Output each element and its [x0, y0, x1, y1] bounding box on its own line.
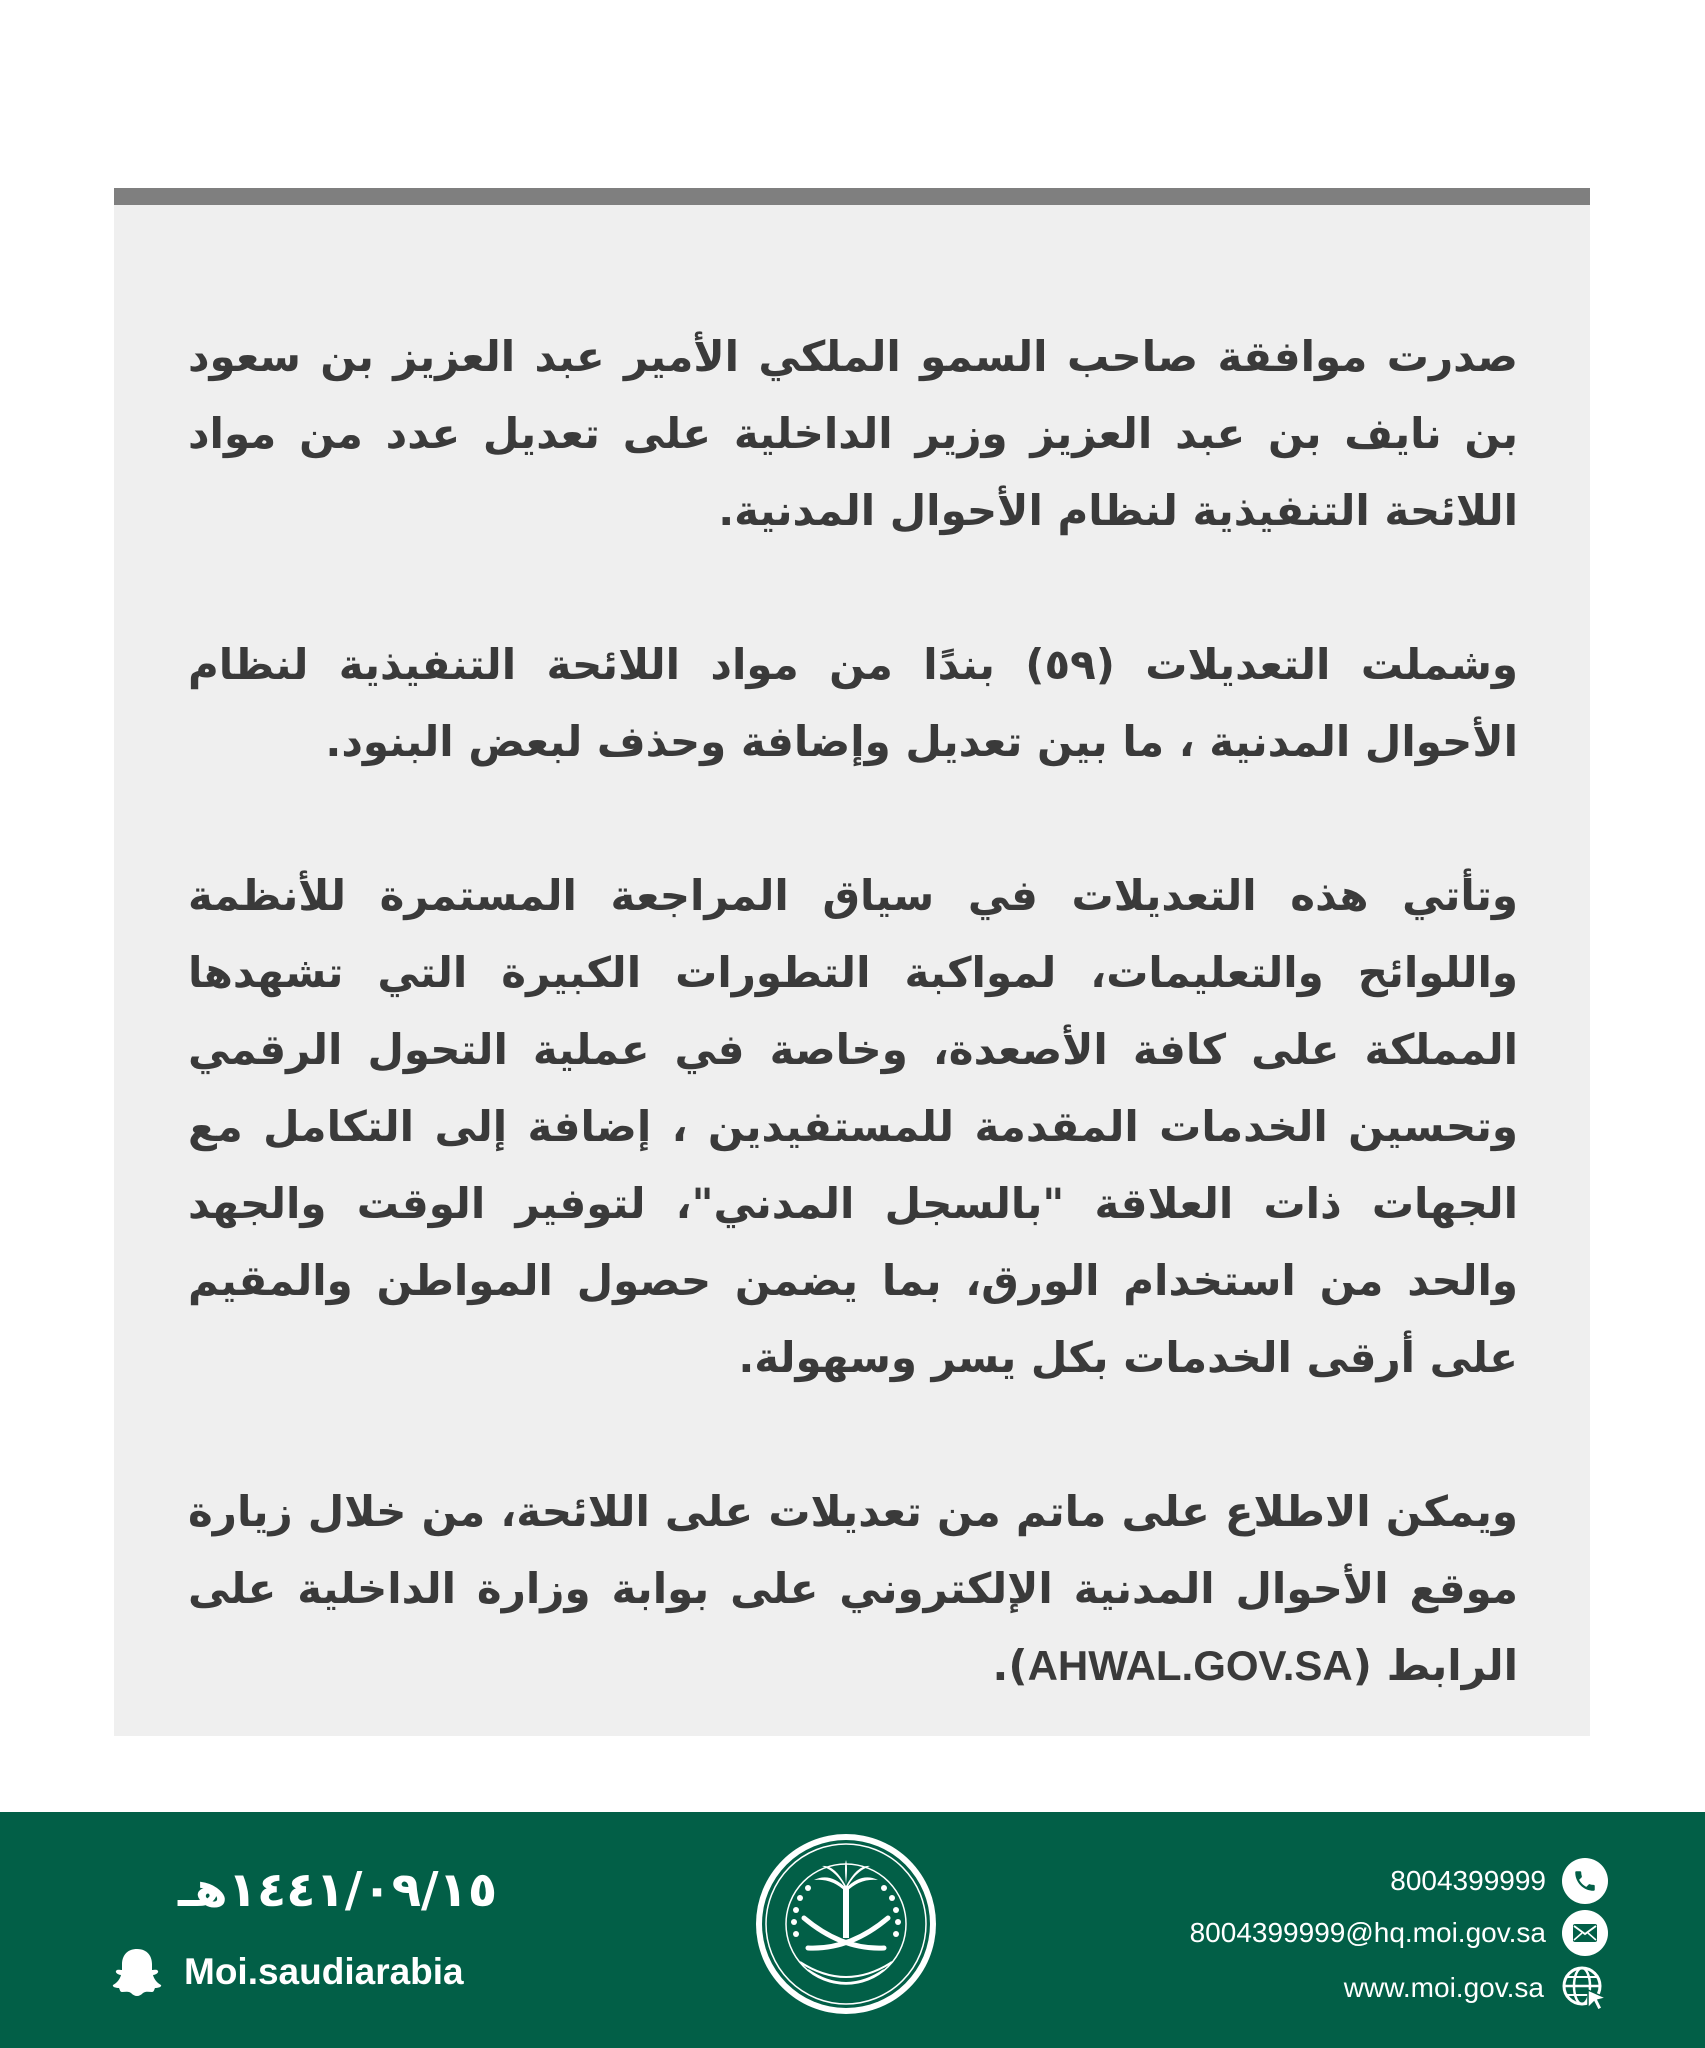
- card-top-bar: [114, 188, 1590, 205]
- hijri-date: ١٤٤١/٠٩/١٥هـ: [178, 1862, 498, 1918]
- snapchat-icon: [112, 1946, 162, 1998]
- paragraph-4: [188, 1473, 1518, 1704]
- website-url: www.moi.gov.sa: [1343, 1972, 1544, 2003]
- paragraph-4-open: (: [1352, 1641, 1372, 1690]
- globe-cursor-icon: [1560, 1964, 1608, 2012]
- moi-emblem-icon: [752, 1830, 940, 2018]
- phone-number: 8004399999: [1390, 1865, 1546, 1896]
- ahwal-link[interactable]: AHWAL.GOV.SA: [1027, 1642, 1353, 1689]
- paragraph-1: صدرت موافقة صاحب السمو الملكي الأمير عبد العزيز بن سعود بن نايف بن عبد العزيز وزير الداخلية على تعديل عدد من مواد اللائحة التنفيذية لنظام الأحوال المدنية.: [188, 332, 1518, 535]
- contact-email[interactable]: [1190, 1910, 1608, 1956]
- email-icon: [1562, 1910, 1608, 1956]
- social-handle-text: Moi.saudiarabia: [184, 1951, 464, 1992]
- contact-phone[interactable]: [1390, 1858, 1608, 1904]
- social-handle-row[interactable]: [112, 1946, 464, 1998]
- email-address: 8004399999@hq.moi.gov.sa: [1189, 1917, 1546, 1948]
- phone-icon: [1562, 1858, 1608, 1904]
- announcement-body: [188, 318, 1518, 1704]
- footer: [0, 1812, 1705, 2048]
- paragraph-2: وشملت التعديلات (٥٩) بندًا من مواد اللائحة التنفيذية لنظام الأحوال المدنية ، ما بين تعديل وإضافة وحذف لبعض البنود.: [188, 640, 1518, 766]
- paragraph-4-text: ويمكن الاطلاع على ماتم من تعديلات على اللائحة، من خلال زيارة موقع الأحوال المدنية الإلكتروني على بوابة وزارة الداخلية على الرابط: [188, 1487, 1518, 1690]
- paragraph-4-close: ).: [992, 1641, 1028, 1690]
- announcement-card: [114, 188, 1590, 1736]
- paragraph-3: وتأتي هذه التعديلات في سياق المراجعة المستمرة للأنظمة واللوائح والتعليمات، لمواكبة التطورات الكبيرة التي تشهدها المملكة على كافة الأصعدة، وخاصة في عملية التحول الرقمي وتحسين الخدمات المقدمة للمستفيدين ، إضافة إلى التكامل مع الجهات ذات العلاقة "بالسجل المدني"، لتوفير الوقت والجهد والحد من استخدام الورق، بما يضمن حصول المواطن والمقيم على أرقى الخدمات بكل يسر وسهولة.: [188, 871, 1518, 1382]
- contact-website[interactable]: [1344, 1964, 1608, 2012]
